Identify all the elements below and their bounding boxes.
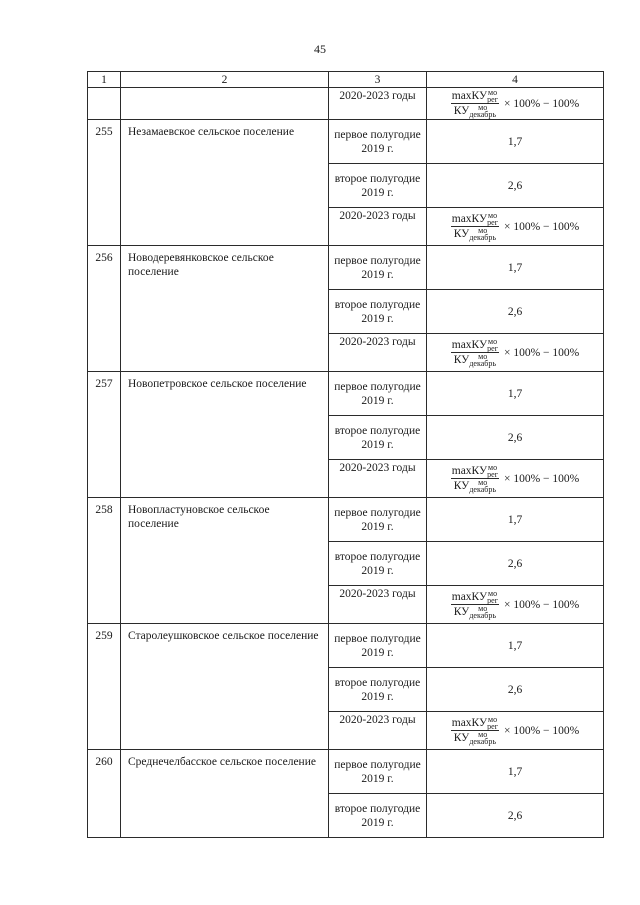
settlement-name: Новодеревянковское сельское поселение [121,246,329,372]
period-cell: первое полугодие 2019 г. [329,624,427,668]
formula-tail: × 100% − 100% [503,472,580,485]
formula-cell [427,586,604,624]
table-row [88,624,604,668]
formula-numerator: maxКУ мо рег [451,211,498,227]
header-row [88,72,604,88]
table-row [88,88,604,120]
formula-tail: × 100% − 100% [503,97,580,110]
growth-formula [451,338,580,368]
settlement-name: Новопластуновское сельское поселение [121,498,329,624]
growth-formula [451,464,580,494]
period-cell: 2020-2023 годы [329,586,427,624]
growth-formula [451,89,580,119]
formula-denominator: КУ мо декабрь [453,352,496,369]
row-number: 256 [88,246,121,372]
period-cell: второе полугодие 2019 г. [329,290,427,334]
page-number: 45 [314,42,326,56]
header-cell: 4 [427,72,604,88]
period-cell: 2020-2023 годы [329,334,427,372]
period-cell: первое полугодие 2019 г. [329,750,427,794]
formula-fraction [451,464,499,494]
period-cell: второе полугодие 2019 г. [329,164,427,208]
row-number: 258 [88,498,121,624]
table-row [88,372,604,416]
name-cell [121,88,329,120]
period-cell: второе полугодие 2019 г. [329,794,427,838]
growth-formula [451,716,580,746]
settlement-name: Старолеушковское сельское поселение [121,624,329,750]
period-cell: второе полугодие 2019 г. [329,416,427,460]
formula-denominator: КУ мо декабрь [453,226,496,243]
period-cell: 2020-2023 годы [329,460,427,498]
table-row [88,120,604,164]
row-number: 259 [88,624,121,750]
period-cell: 2020-2023 годы [329,208,427,246]
formula-tail: × 100% − 100% [503,724,580,737]
formula-fraction [451,89,499,119]
formula-numerator: maxКУ мо рег [451,715,498,731]
formula-cell [427,712,604,750]
growth-formula [451,212,580,242]
header-cell: 1 [88,72,121,88]
data-table [87,71,604,838]
header-cell: 3 [329,72,427,88]
settlement-name: Новопетровское сельское поселение [121,372,329,498]
formula-cell [427,88,604,120]
growth-formula [451,590,580,620]
formula-numerator: maxКУ мо рег [451,337,498,353]
settlement-name: Среднечелбасское сельское поселение [121,750,329,838]
formula-tail: × 100% − 100% [503,220,580,233]
formula-cell [427,460,604,498]
value-cell: 2,6 [427,668,604,712]
table-row [88,498,604,542]
formula-fraction [451,212,499,242]
value-cell: 1,7 [427,624,604,668]
period-cell: первое полугодие 2019 г. [329,498,427,542]
table-body [88,88,604,838]
settlement-name: Незамаевское сельское поселение [121,120,329,246]
period-cell: второе полугодие 2019 г. [329,542,427,586]
formula-tail: × 100% − 100% [503,598,580,611]
formula-denominator: КУ мо декабрь [453,730,496,747]
table-row [88,750,604,794]
formula-denominator: КУ мо декабрь [453,604,496,621]
table-row [88,246,604,290]
period-cell: первое полугодие 2019 г. [329,120,427,164]
period-cell: 2020-2023 годы [329,88,427,120]
formula-cell [427,334,604,372]
formula-fraction [451,590,499,620]
formula-tail: × 100% − 100% [503,346,580,359]
formula-fraction [451,716,499,746]
period-cell: первое полугодие 2019 г. [329,372,427,416]
formula-numerator: maxКУ мо рег [451,463,498,479]
value-cell: 2,6 [427,290,604,334]
value-cell: 2,6 [427,164,604,208]
header-cell: 2 [121,72,329,88]
formula-numerator: maxКУ мо рег [451,589,498,605]
value-cell: 1,7 [427,372,604,416]
value-cell: 1,7 [427,498,604,542]
formula-denominator: КУ мо декабрь [453,103,496,120]
period-cell: второе полугодие 2019 г. [329,668,427,712]
value-cell: 1,7 [427,120,604,164]
formula-fraction [451,338,499,368]
row-number: 260 [88,750,121,838]
row-number: 257 [88,372,121,498]
formula-numerator: maxКУ мо рег [451,88,498,104]
formula-cell [427,208,604,246]
value-cell: 2,6 [427,542,604,586]
number-cell [88,88,121,120]
row-number: 255 [88,120,121,246]
value-cell: 2,6 [427,794,604,838]
period-cell: 2020-2023 годы [329,712,427,750]
formula-denominator: КУ мо декабрь [453,478,496,495]
period-cell: первое полугодие 2019 г. [329,246,427,290]
value-cell: 2,6 [427,416,604,460]
value-cell: 1,7 [427,246,604,290]
value-cell: 1,7 [427,750,604,794]
